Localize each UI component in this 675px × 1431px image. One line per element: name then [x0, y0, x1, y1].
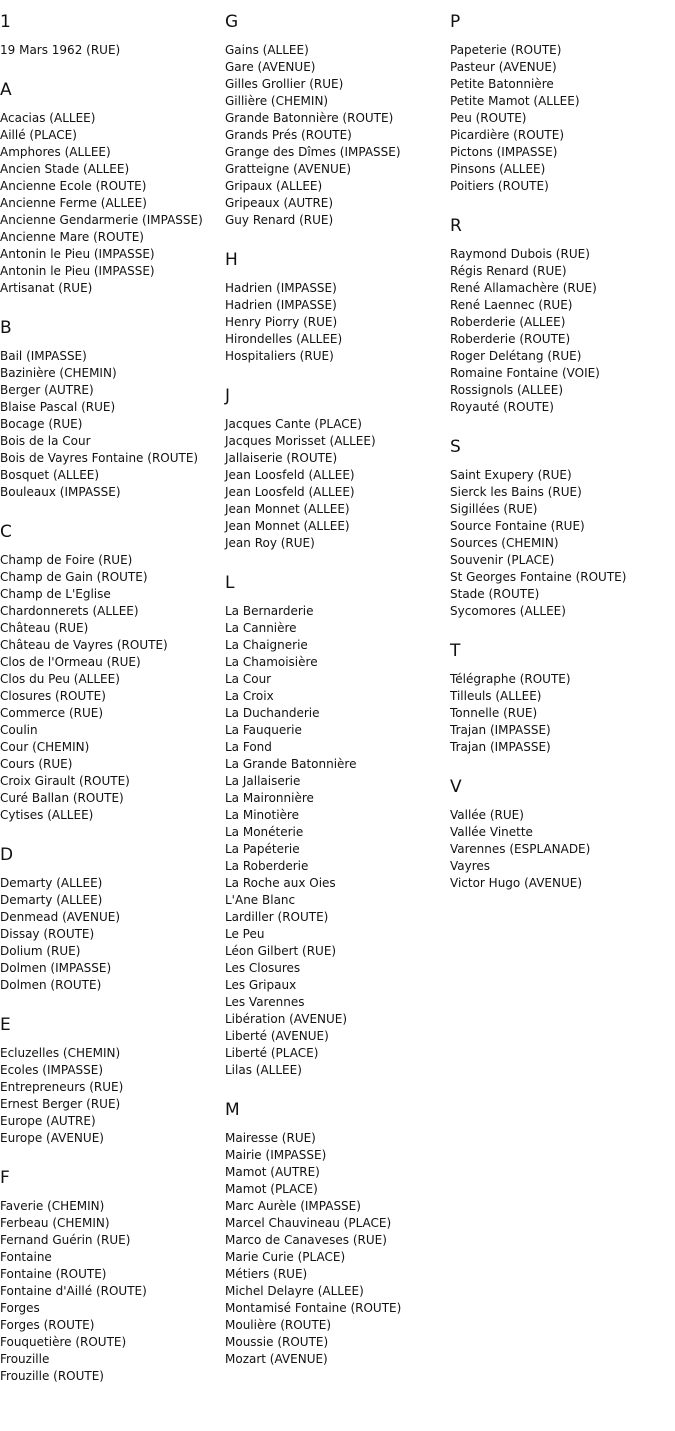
street-entry: Jallaiserie (ROUTE) [225, 451, 338, 465]
letter-section [225, 249, 447, 365]
letter-section [225, 11, 447, 229]
street-list [450, 807, 672, 892]
street-entry: Varennes (ESPLANADE) [450, 842, 591, 856]
street-entry: Liberté (AVENUE) [225, 1029, 329, 1043]
street-entry: Hadrien (IMPASSE) [225, 281, 337, 295]
street-entry: Moussie (ROUTE) [225, 1335, 329, 1349]
street-entry: Liberté (PLACE) [225, 1046, 319, 1060]
letter-section [0, 317, 222, 501]
street-entry: Mamot (AUTRE) [225, 1165, 320, 1179]
street-list [450, 42, 672, 195]
street-entry: Forges (ROUTE) [0, 1318, 95, 1332]
section-letter-heading: D [0, 845, 14, 865]
street-entry: Fontaine (ROUTE) [0, 1267, 107, 1281]
street-entry: Commerce (RUE) [0, 706, 104, 720]
street-entry: Lardiller (ROUTE) [225, 910, 329, 924]
street-entry: Cour (CHEMIN) [0, 740, 90, 754]
index-column-3 [450, 11, 672, 912]
street-entry: Roberderie (ALLEE) [450, 315, 566, 329]
street-list [0, 552, 222, 824]
street-entry: Bocage (RUE) [0, 417, 83, 431]
street-entry: Roberderie (ROUTE) [450, 332, 571, 346]
street-entry: Cours (RUE) [0, 757, 73, 771]
street-entry: Sierck les Bains (RUE) [450, 485, 582, 499]
street-entry: La Croix [225, 689, 274, 703]
street-entry: Vayres [450, 859, 491, 873]
street-entry: Libération (AVENUE) [225, 1012, 348, 1026]
letter-section [225, 1099, 447, 1368]
street-entry: Tilleuls (ALLEE) [450, 689, 542, 703]
street-entry: Guy Renard (RUE) [225, 213, 334, 227]
street-entry: Dolium (RUE) [0, 944, 81, 958]
street-entry: Frouzille [0, 1352, 50, 1366]
street-entry: Gillière (CHEMIN) [225, 94, 329, 108]
street-entry: Mamot (PLACE) [225, 1182, 318, 1196]
street-entry: La Jallaiserie [225, 774, 301, 788]
section-letter-heading: G [225, 12, 239, 32]
street-entry: Jean Loosfeld (ALLEE) [225, 468, 355, 482]
street-entry: Pinsons (ALLEE) [450, 162, 546, 176]
street-entry: Champ de Foire (RUE) [0, 553, 133, 567]
street-entry: 19 Mars 1962 (RUE) [0, 43, 121, 57]
street-entry: Coulin [0, 723, 38, 737]
section-letter-heading: C [0, 522, 12, 542]
street-entry: Château de Vayres (ROUTE) [0, 638, 168, 652]
street-entry: Sigillées (RUE) [450, 502, 538, 516]
section-letter-heading: R [450, 216, 462, 236]
street-entry: Jean Roy (RUE) [225, 536, 315, 550]
street-entry: Hirondelles (ALLEE) [225, 332, 343, 346]
street-entry: La Papéterie [225, 842, 300, 856]
letter-section [450, 640, 672, 756]
street-entry: Artisanat (RUE) [0, 281, 93, 295]
street-entry: Fernand Guérin (RUE) [0, 1233, 131, 1247]
street-entry: Ancienne Gendarmerie (IMPASSE) [0, 213, 203, 227]
street-entry: Peu (ROUTE) [450, 111, 527, 125]
letter-section [0, 1167, 222, 1385]
street-entry: Pictons (IMPASSE) [450, 145, 558, 159]
street-entry: Ancien Stade (ALLEE) [0, 162, 130, 176]
street-list [225, 603, 447, 1079]
section-letter-heading: T [450, 641, 461, 661]
street-entry: Les Closures [225, 961, 301, 975]
street-entry: René Laennec (RUE) [450, 298, 573, 312]
street-entry: Demarty (ALLEE) [0, 893, 103, 907]
street-entry: Métiers (RUE) [225, 1267, 308, 1281]
letter-section [0, 844, 222, 994]
street-entry: Jacques Morisset (ALLEE) [225, 434, 376, 448]
street-entry: Saint Exupery (RUE) [450, 468, 572, 482]
street-entry: La Bernarderie [225, 604, 314, 618]
street-entry: St Georges Fontaine (ROUTE) [450, 570, 627, 584]
street-entry: Romaine Fontaine (VOIE) [450, 366, 600, 380]
street-list [225, 280, 447, 365]
street-entry: L'Ane Blanc [225, 893, 296, 907]
section-letter-heading: V [450, 777, 462, 797]
street-entry: Michel Delayre (ALLEE) [225, 1284, 364, 1298]
street-entry: Picardière (ROUTE) [450, 128, 565, 142]
street-entry: Fouquetière (ROUTE) [0, 1335, 127, 1349]
street-entry: Dissay (ROUTE) [0, 927, 95, 941]
street-entry: La Cour [225, 672, 272, 686]
street-entry: Antonin le Pieu (IMPASSE) [0, 247, 155, 261]
letter-section [0, 521, 222, 824]
street-entry: Marco de Canaveses (RUE) [225, 1233, 387, 1247]
street-entry: Marc Aurèle (IMPASSE) [225, 1199, 361, 1213]
street-entry: Royauté (ROUTE) [450, 400, 554, 414]
street-entry: Grande Batonnière (ROUTE) [225, 111, 394, 125]
street-entry: Lilas (ALLEE) [225, 1063, 302, 1077]
street-entry: Mairie (IMPASSE) [225, 1148, 327, 1162]
street-entry: Pasteur (AVENUE) [450, 60, 557, 74]
street-entry: Les Varennes [225, 995, 305, 1009]
street-entry: Grands Prés (ROUTE) [225, 128, 352, 142]
street-entry: Gains (ALLEE) [225, 43, 309, 57]
street-entry: Mairesse (RUE) [225, 1131, 316, 1145]
street-entry: Gripeaux (AUTRE) [225, 196, 334, 210]
street-entry: Denmead (AVENUE) [0, 910, 121, 924]
section-letter-heading: A [0, 80, 12, 100]
street-entry: Jean Loosfeld (ALLEE) [225, 485, 355, 499]
letter-section [450, 11, 672, 195]
street-entry: La Maironnière [225, 791, 314, 805]
street-entry: Fontaine d'Aillé (ROUTE) [0, 1284, 147, 1298]
street-entry: Source Fontaine (RUE) [450, 519, 585, 533]
street-entry: Régis Renard (RUE) [450, 264, 567, 278]
street-entry: Bois de la Cour [0, 434, 91, 448]
street-entry: Clos de l'Ormeau (RUE) [0, 655, 141, 669]
street-entry: Europe (AVENUE) [0, 1131, 104, 1145]
section-letter-heading: 1 [0, 12, 11, 32]
index-column-1 [0, 11, 222, 1405]
street-entry: La Cannière [225, 621, 297, 635]
street-entry: Bail (IMPASSE) [0, 349, 87, 363]
street-entry: Ecluzelles (CHEMIN) [0, 1046, 121, 1060]
street-entry: Aillé (PLACE) [0, 128, 77, 142]
street-entry: Jacques Cante (PLACE) [225, 417, 362, 431]
street-entry: Amphores (ALLEE) [0, 145, 111, 159]
section-letter-heading: H [225, 250, 238, 270]
street-entry: Rossignols (ALLEE) [450, 383, 564, 397]
street-entry: Ancienne Ecole (ROUTE) [0, 179, 147, 193]
street-entry: Henry Piorry (RUE) [225, 315, 338, 329]
street-entry: Faverie (CHEMIN) [0, 1199, 105, 1213]
street-entry: Croix Girault (ROUTE) [0, 774, 130, 788]
street-entry: La Minotière [225, 808, 299, 822]
section-letter-heading: E [0, 1015, 11, 1035]
street-entry: Blaise Pascal (RUE) [0, 400, 116, 414]
street-entry: Closures (ROUTE) [0, 689, 106, 703]
street-entry: Dolmen (IMPASSE) [0, 961, 112, 975]
section-letter-heading: P [450, 12, 461, 32]
letter-section [225, 572, 447, 1079]
street-entry: Victor Hugo (AVENUE) [450, 876, 583, 890]
letter-section [450, 215, 672, 416]
street-entry: Roger Delétang (RUE) [450, 349, 582, 363]
street-entry: Champ de Gain (ROUTE) [0, 570, 148, 584]
street-entry: Ancienne Ferme (ALLEE) [0, 196, 147, 210]
street-entry: Moulière (ROUTE) [225, 1318, 332, 1332]
street-list [0, 348, 222, 501]
street-list [0, 42, 222, 59]
street-entry: Hospitaliers (RUE) [225, 349, 334, 363]
street-list [450, 246, 672, 416]
street-entry: Mozart (AVENUE) [225, 1352, 328, 1366]
street-entry: Télégraphe (ROUTE) [450, 672, 571, 686]
street-entry: La Duchanderie [225, 706, 320, 720]
street-entry: La Fauquerie [225, 723, 302, 737]
street-entry: Petite Mamot (ALLEE) [450, 94, 580, 108]
section-letter-heading: S [450, 437, 461, 457]
street-entry: Petite Batonnière [450, 77, 554, 91]
street-entry: Sycomores (ALLEE) [450, 604, 566, 618]
street-list [225, 42, 447, 229]
street-entry: Grange des Dîmes (IMPASSE) [225, 145, 401, 159]
street-entry: Sources (CHEMIN) [450, 536, 559, 550]
street-entry: Les Gripaux [225, 978, 297, 992]
street-entry: Tonnelle (RUE) [450, 706, 538, 720]
street-list [225, 416, 447, 552]
street-entry: Papeterie (ROUTE) [450, 43, 562, 57]
street-entry: Marie Curie (PLACE) [225, 1250, 346, 1264]
street-entry: Bois de Vayres Fontaine (ROUTE) [0, 451, 199, 465]
street-entry: Ecoles (IMPASSE) [0, 1063, 104, 1077]
index-column-2 [225, 11, 447, 1388]
letter-section [0, 11, 222, 59]
street-list [450, 671, 672, 756]
street-entry: La Monéterie [225, 825, 304, 839]
street-entry: La Roberderie [225, 859, 309, 873]
section-letter-heading: B [0, 318, 12, 338]
street-entry: Demarty (ALLEE) [0, 876, 103, 890]
street-entry: La Grande Batonnière [225, 757, 357, 771]
street-entry: Gripaux (ALLEE) [225, 179, 323, 193]
section-letter-heading: L [225, 573, 235, 593]
street-entry: Ferbeau (CHEMIN) [0, 1216, 110, 1230]
street-entry: Entrepreneurs (RUE) [0, 1080, 124, 1094]
street-entry: Bosquet (ALLEE) [0, 468, 100, 482]
street-entry: La Chamoisière [225, 655, 318, 669]
street-list [0, 110, 222, 297]
street-entry: Vallée (RUE) [450, 808, 524, 822]
letter-section [0, 79, 222, 297]
street-entry: Trajan (IMPASSE) [450, 723, 551, 737]
street-entry: René Allamachère (RUE) [450, 281, 597, 295]
street-entry: Fontaine [0, 1250, 52, 1264]
street-entry: Bazinière (CHEMIN) [0, 366, 117, 380]
street-entry: Champ de L'Eglise [0, 587, 111, 601]
street-entry: Curé Ballan (ROUTE) [0, 791, 124, 805]
street-entry: Gratteigne (AVENUE) [225, 162, 352, 176]
street-entry: Château (RUE) [0, 621, 89, 635]
street-entry: Acacias (ALLEE) [0, 111, 96, 125]
street-entry: Raymond Dubois (RUE) [450, 247, 590, 261]
street-entry: Ancienne Mare (ROUTE) [0, 230, 144, 244]
street-entry: Marcel Chauvineau (PLACE) [225, 1216, 392, 1230]
street-entry: Cytises (ALLEE) [0, 808, 94, 822]
street-list [0, 1198, 222, 1385]
street-entry: Gilles Grollier (RUE) [225, 77, 344, 91]
street-list [0, 875, 222, 994]
section-letter-heading: J [225, 386, 231, 406]
street-entry: Europe (AUTRE) [0, 1114, 96, 1128]
letter-section [225, 385, 447, 552]
street-entry: Frouzille (ROUTE) [0, 1369, 104, 1383]
street-entry: Ernest Berger (RUE) [0, 1097, 121, 1111]
street-entry: Jean Monnet (ALLEE) [225, 519, 350, 533]
street-entry: Antonin le Pieu (IMPASSE) [0, 264, 155, 278]
street-entry: Clos du Peu (ALLEE) [0, 672, 120, 686]
street-entry: Vallée Vinette [450, 825, 533, 839]
letter-section [450, 436, 672, 620]
section-letter-heading: M [225, 1100, 240, 1120]
street-entry: Poitiers (ROUTE) [450, 179, 549, 193]
street-entry: Berger (AUTRE) [0, 383, 94, 397]
street-list [0, 1045, 222, 1147]
street-entry: La Fond [225, 740, 272, 754]
street-entry: Souvenir (PLACE) [450, 553, 555, 567]
street-entry: Léon Gilbert (RUE) [225, 944, 337, 958]
street-list [450, 467, 672, 620]
street-entry: Dolmen (ROUTE) [0, 978, 102, 992]
street-entry: Bouleaux (IMPASSE) [0, 485, 121, 499]
street-entry: Trajan (IMPASSE) [450, 740, 551, 754]
street-entry: Hadrien (IMPASSE) [225, 298, 337, 312]
street-entry: Forges [0, 1301, 40, 1315]
street-entry: Chardonnerets (ALLEE) [0, 604, 139, 618]
street-entry: La Chaignerie [225, 638, 308, 652]
street-list [225, 1130, 447, 1368]
section-letter-heading: F [0, 1168, 10, 1188]
street-entry: Le Peu [225, 927, 265, 941]
street-entry: La Roche aux Oies [225, 876, 336, 890]
street-entry: Jean Monnet (ALLEE) [225, 502, 350, 516]
street-entry: Montamisé Fontaine (ROUTE) [225, 1301, 402, 1315]
letter-section [450, 776, 672, 892]
street-entry: Stade (ROUTE) [450, 587, 540, 601]
street-entry: Gare (AVENUE) [225, 60, 316, 74]
letter-section [0, 1014, 222, 1147]
